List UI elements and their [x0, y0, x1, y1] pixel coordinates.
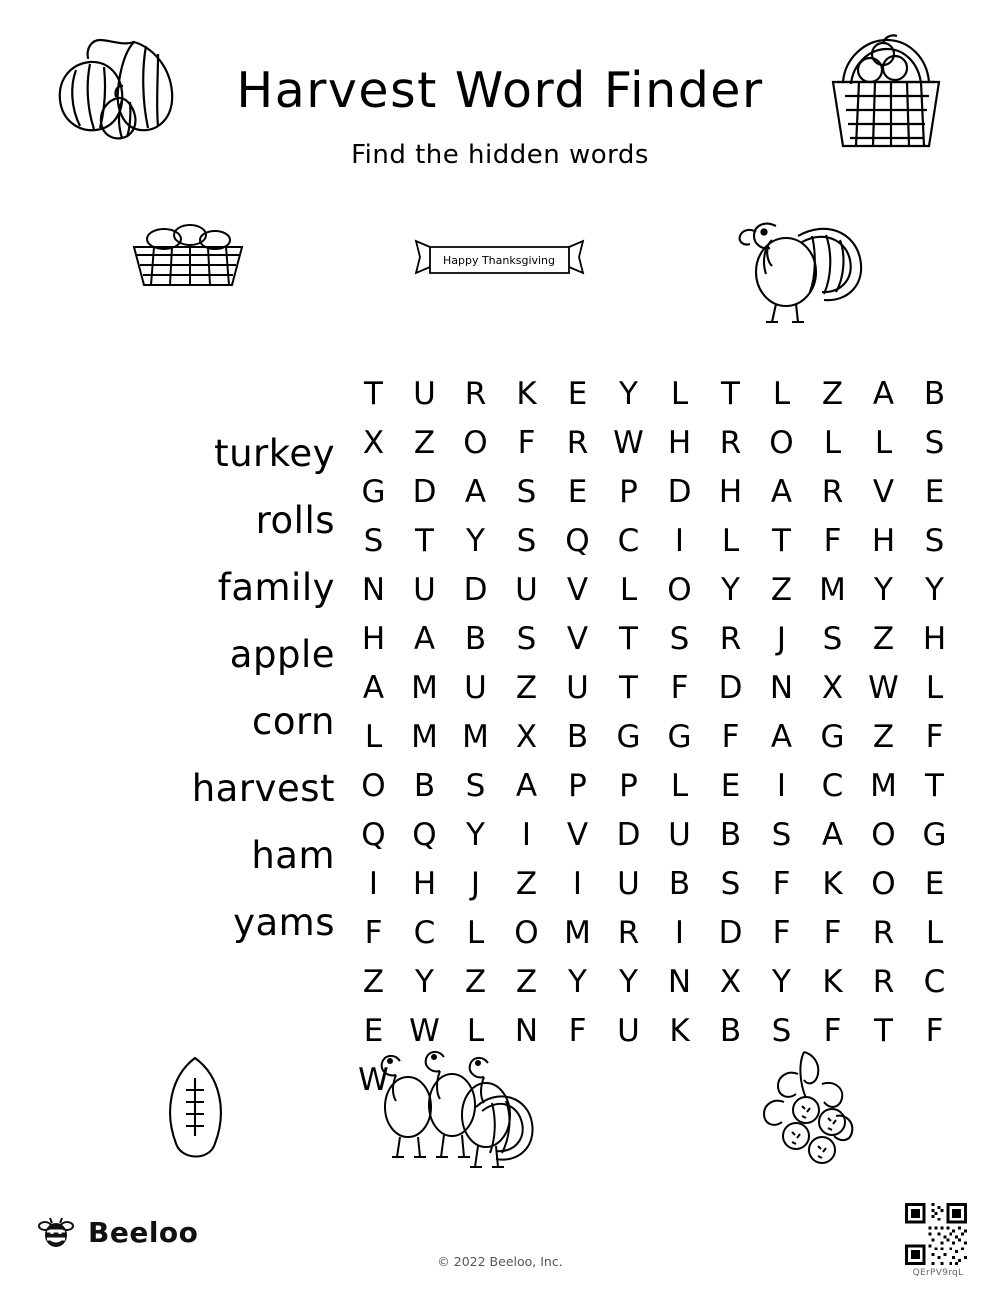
grid-cell: F	[823, 523, 842, 559]
grid-cell: Y	[772, 964, 791, 1000]
grid-cell: Y	[568, 964, 587, 1000]
grid-cell: M	[819, 572, 846, 608]
grid-cell: S	[516, 621, 537, 657]
grid-cell: G	[667, 719, 692, 755]
grid-cell: U	[464, 670, 487, 706]
grid-cell: N	[769, 670, 794, 706]
grid-cell: Z	[464, 964, 487, 1000]
grid-cell: F	[721, 719, 740, 755]
grid-cell: S	[924, 523, 945, 559]
grid-cell: U	[617, 866, 640, 902]
grid-cell: T	[619, 621, 638, 657]
grid-cell: Z	[872, 621, 895, 657]
grid-cell: O	[871, 866, 896, 902]
grid-cell: Y	[619, 376, 638, 412]
grid-cell: P	[619, 474, 638, 510]
grid-cell: Y	[415, 964, 434, 1000]
grid-cell: C	[413, 915, 436, 951]
grid-cell: K	[822, 964, 843, 1000]
grid-cell: I	[368, 866, 379, 902]
sheet-code: QErPV9rqL	[912, 1268, 964, 1278]
grid-cell: M	[870, 768, 897, 804]
grid-cell: L	[721, 523, 740, 559]
turkey-icon	[728, 180, 873, 330]
list-item: harvest	[191, 767, 335, 810]
grid-cell: H	[412, 866, 437, 902]
grid-cell: S	[771, 817, 792, 853]
grid-cell: E	[924, 474, 945, 510]
grid-cell: L	[670, 376, 689, 412]
grid-cell: Z	[515, 964, 538, 1000]
grid-cell: F	[364, 915, 383, 951]
grid-cell: N	[361, 572, 386, 608]
grid-cell: Z	[515, 670, 538, 706]
grid-cell: Q	[565, 523, 590, 559]
grid-cell: S	[771, 1013, 792, 1049]
grid-cell: F	[823, 915, 842, 951]
grid-cell: L	[772, 376, 791, 412]
grid-cell: M	[411, 670, 438, 706]
football-icon	[150, 1050, 240, 1165]
grid-cell: C	[923, 964, 946, 1000]
grid-cell: H	[718, 474, 743, 510]
letter-grid	[348, 370, 960, 1105]
grid-cell: G	[361, 474, 386, 510]
grid-cell: I	[674, 915, 685, 951]
grid-cell: A	[821, 817, 844, 853]
grid-cell: F	[568, 1013, 587, 1049]
grid-cell: C	[821, 768, 844, 804]
grid-cell: G	[820, 719, 845, 755]
grid-cell: U	[413, 376, 436, 412]
banner-text: Happy Thanksgiving	[442, 254, 556, 267]
grid-cell: B	[719, 1013, 742, 1049]
list-item: rolls	[255, 499, 335, 542]
grid-cell: I	[572, 866, 583, 902]
grid-cell: Y	[466, 817, 485, 853]
grid-cell: O	[463, 425, 488, 461]
grid-cell: F	[670, 670, 689, 706]
grid-cell: V	[566, 817, 589, 853]
grid-cell: R	[566, 425, 589, 461]
grid-cell: I	[521, 817, 532, 853]
grid-cell: L	[619, 572, 638, 608]
grid-cell: O	[769, 425, 794, 461]
grid-cell: L	[670, 768, 689, 804]
grid-cell: L	[874, 425, 893, 461]
grid-cell: U	[668, 817, 691, 853]
grid-cell: L	[364, 719, 383, 755]
page-title: Harvest Word Finder	[236, 62, 764, 119]
grid-cell: T	[925, 768, 944, 804]
grid-cell: S	[465, 768, 486, 804]
grid-cell: D	[463, 572, 488, 608]
grid-cell: X	[515, 719, 538, 755]
grid-cell: F	[925, 719, 944, 755]
grid-cell: L	[823, 425, 842, 461]
grid-cell: M	[462, 719, 489, 755]
grid-cell: W	[409, 1013, 440, 1049]
grid-cell: W	[358, 1062, 389, 1098]
grid-cell: Q	[361, 817, 386, 853]
grid-cell: L	[466, 915, 485, 951]
grid-cell: A	[515, 768, 538, 804]
grid-cell: T	[721, 376, 740, 412]
grid-cell: Q	[412, 817, 437, 853]
grid-cell: D	[616, 817, 641, 853]
grid-cell: S	[924, 425, 945, 461]
apple-basket-icon	[815, 22, 955, 157]
grid-cell: U	[515, 572, 538, 608]
grid-cell: H	[871, 523, 896, 559]
grid-cell: U	[566, 670, 589, 706]
grid-cell: D	[412, 474, 437, 510]
grid-cell: A	[770, 474, 793, 510]
grid-cell: R	[719, 425, 742, 461]
grid-cell: H	[922, 621, 947, 657]
grid-cell: S	[720, 866, 741, 902]
grid-cell: G	[922, 817, 947, 853]
grid-cell: E	[363, 1013, 384, 1049]
grid-cell: X	[719, 964, 742, 1000]
grid-cell: J	[470, 866, 481, 902]
grid-cell: I	[674, 523, 685, 559]
gourds-icon	[30, 28, 200, 148]
grid-cell: B	[464, 621, 487, 657]
grid-cell: A	[770, 719, 793, 755]
grid-cell: U	[617, 1013, 640, 1049]
grid-cell: Y	[925, 572, 944, 608]
grid-cell: Z	[872, 719, 895, 755]
grid-cell: D	[718, 915, 743, 951]
grid-cell: Z	[821, 376, 844, 412]
grid-cell: O	[361, 768, 386, 804]
grid-cell: D	[718, 670, 743, 706]
grid-cell: U	[413, 572, 436, 608]
grid-cell: E	[924, 866, 945, 902]
grid-cell: L	[925, 670, 944, 706]
grid-cell: R	[464, 376, 487, 412]
grid-cell: T	[415, 523, 434, 559]
qr-code-icon	[905, 1203, 967, 1265]
list-item: turkey	[214, 432, 335, 475]
grid-cell: Y	[874, 572, 893, 608]
grid-cell: S	[516, 523, 537, 559]
grid-cell: T	[364, 376, 383, 412]
grid-cell: B	[413, 768, 436, 804]
bee-icon	[36, 1212, 76, 1252]
grid-cell: A	[464, 474, 487, 510]
grid-cell: W	[613, 425, 644, 461]
grid-cell: K	[822, 866, 843, 902]
grid-cell: H	[667, 425, 692, 461]
grid-cell: A	[872, 376, 895, 412]
grid-cell: E	[567, 376, 588, 412]
grid-cell: R	[872, 964, 895, 1000]
grid-cell: B	[719, 817, 742, 853]
grid-cell: V	[566, 572, 589, 608]
grid-cell: D	[667, 474, 692, 510]
grid-cell: R	[821, 474, 844, 510]
grid-cell: S	[363, 523, 384, 559]
grid-cell: B	[923, 376, 946, 412]
list-item: ham	[251, 834, 335, 877]
grid-cell: M	[411, 719, 438, 755]
grid-cell: V	[566, 621, 589, 657]
grid-cell: R	[719, 621, 742, 657]
grid-cell: P	[568, 768, 587, 804]
grid-cell: Z	[770, 572, 793, 608]
grid-cell: S	[669, 621, 690, 657]
grid-cell: G	[616, 719, 641, 755]
grid-cell: F	[823, 1013, 842, 1049]
grid-cell: Y	[466, 523, 485, 559]
grid-cell: Z	[515, 866, 538, 902]
list-item: corn	[252, 700, 335, 743]
grid-cell: R	[617, 915, 640, 951]
grid-cell: O	[667, 572, 692, 608]
grid-cell: F	[772, 915, 791, 951]
grid-cell: E	[720, 768, 741, 804]
grid-cell: J	[776, 621, 787, 657]
grid-cell: L	[925, 915, 944, 951]
banner-icon	[412, 235, 587, 297]
grid-cell: X	[362, 425, 385, 461]
grid-cell: V	[872, 474, 895, 510]
grid-cell: X	[821, 670, 844, 706]
grid-cell: I	[776, 768, 787, 804]
bread-basket-icon	[120, 215, 255, 295]
page-subtitle: Find the hidden words	[351, 140, 649, 170]
grid-cell: W	[868, 670, 899, 706]
grid-cell: O	[514, 915, 539, 951]
brand-logo	[36, 1212, 198, 1252]
grid-cell: K	[516, 376, 537, 412]
grid-cell: T	[619, 670, 638, 706]
grid-cell: T	[874, 1013, 893, 1049]
brand-name: Beeloo	[88, 1215, 199, 1249]
grid-cell: K	[669, 1013, 690, 1049]
grid-cell: H	[361, 621, 386, 657]
grid-cell: A	[413, 621, 436, 657]
grid-cell: B	[668, 866, 691, 902]
grid-cell: L	[466, 1013, 485, 1049]
grid-cell: M	[564, 915, 591, 951]
grid-cell: Y	[619, 964, 638, 1000]
copyright-text: © 2022 Beeloo, Inc.	[437, 1254, 563, 1269]
grid-cell: P	[619, 768, 638, 804]
list-item: yams	[233, 901, 335, 944]
grid-cell: Z	[362, 964, 385, 1000]
grid-cell: Y	[721, 572, 740, 608]
grid-cell: S	[516, 474, 537, 510]
grid-cell: R	[872, 915, 895, 951]
grid-cell: N	[667, 964, 692, 1000]
grid-cell: F	[517, 425, 536, 461]
grid-cell: E	[567, 474, 588, 510]
grid-cell: B	[566, 719, 589, 755]
list-item: family	[217, 566, 335, 609]
grid-cell: Z	[413, 425, 436, 461]
grid-cell: O	[871, 817, 896, 853]
list-item: apple	[229, 633, 335, 676]
grid-cell: A	[362, 670, 385, 706]
grid-cell: N	[514, 1013, 539, 1049]
grid-cell: F	[925, 1013, 944, 1049]
grid-cell: C	[617, 523, 640, 559]
grid-cell: F	[772, 866, 791, 902]
word-list	[60, 420, 335, 956]
grid-cell: S	[822, 621, 843, 657]
grid-cell: T	[772, 523, 791, 559]
